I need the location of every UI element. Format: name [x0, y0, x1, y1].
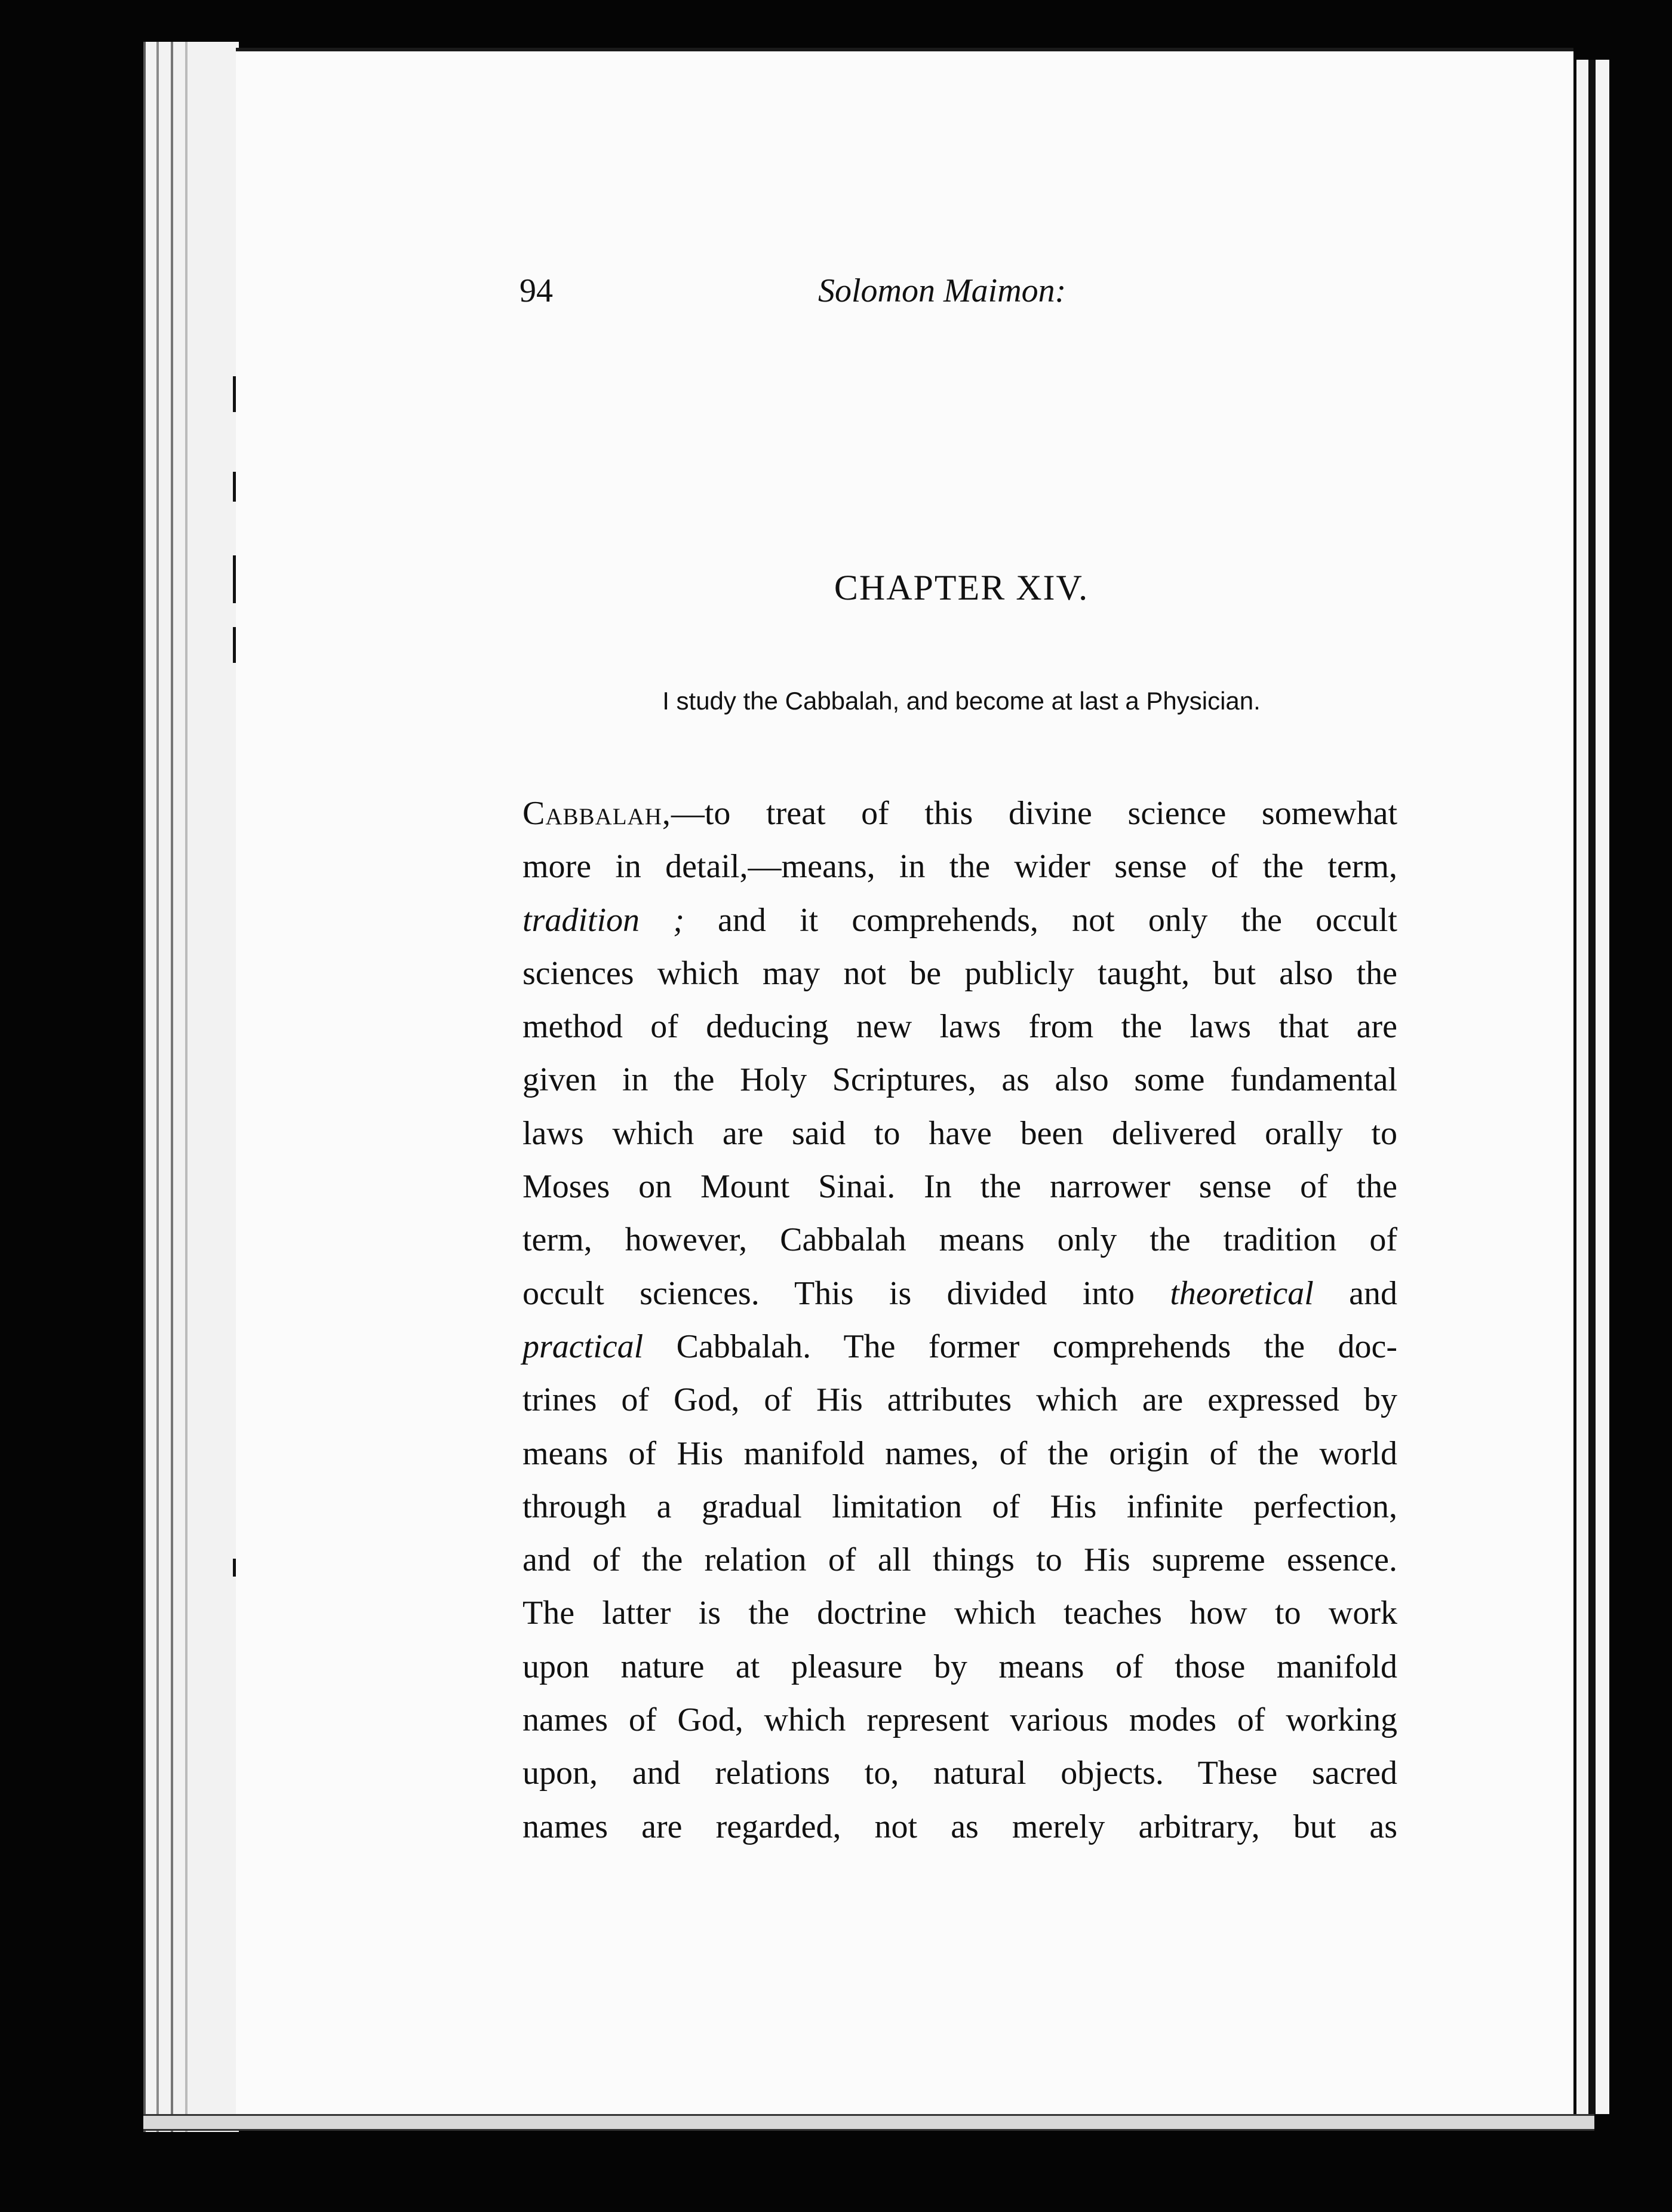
page-stack-edges [143, 42, 239, 2132]
text-line: trines of God, of His attributes which are expressed by [522, 1381, 1397, 1419]
page-bottom-edge [143, 2114, 1594, 2131]
italic-term: tradition ; [522, 901, 684, 939]
text-line: upon, and relations to, natural objects. These sacred [522, 1755, 1397, 1792]
text-line [522, 1320, 1397, 1374]
text-line [522, 1267, 1397, 1320]
text-line: Moses on Mount Sinai. In the narrower sense of the [522, 1168, 1397, 1206]
text-line: means of His manifold names, of the origin of the world [522, 1434, 1397, 1472]
chapter-subtitle: I study the Cabbalah, and become at last a Physician. [662, 687, 1261, 715]
italic-term: theoretical [1170, 1274, 1314, 1312]
page-edge-line [171, 42, 173, 2132]
page-edge-line [185, 42, 188, 2132]
facing-page-edge [1576, 60, 1609, 2114]
text-line: laws which are said to have been delivered orally to [522, 1114, 1397, 1152]
line-text: occult sciences. This is divided into [522, 1274, 1170, 1312]
line-text: and it comprehends, not only the occult [684, 901, 1397, 939]
italic-term: practical [522, 1328, 644, 1365]
page-edge-line [156, 42, 159, 2132]
chapter-title: CHAPTER XIV. [834, 568, 1089, 607]
page-header [520, 272, 1117, 314]
text-line: term, however, Cabbalah means only the tradition of [522, 1221, 1397, 1259]
line-text: Cabbalah. The former comprehends the doc- [643, 1328, 1397, 1365]
body-text [522, 787, 1397, 1854]
text-line: names of God, which represent various modes of working [522, 1701, 1397, 1739]
running-head: Solomon Maimon: [818, 272, 1066, 309]
text-line: sciences which may not be publicly taught, but also the [522, 954, 1397, 992]
text-line [522, 894, 1397, 947]
text-line: through a gradual limitation of His infinite perfection, [522, 1488, 1397, 1525]
text-line: method of deducing new laws from the laws that are [522, 1008, 1397, 1046]
line-text: and [1313, 1274, 1398, 1312]
line-text: —to treat of this divine science somewhat [671, 795, 1397, 832]
text-line: upon nature at pleasure by means of those manifold [522, 1648, 1397, 1685]
page-edge-line [143, 42, 146, 2132]
text-line: given in the Holy Scriptures, as also some fundamental [522, 1061, 1397, 1099]
text-line: more in detail,—means, in the wider sense of the term, [522, 848, 1397, 886]
text-line: names are regarded, not as merely arbitrary, but as [522, 1808, 1397, 1845]
page-number: 94 [520, 272, 553, 309]
text-line: and of the relation of all things to His supreme essence. [522, 1541, 1397, 1579]
text-line: The latter is the doctrine which teaches how to work [522, 1595, 1397, 1632]
lead-word-small-caps: Cabbalah, [522, 795, 671, 832]
facing-page-shadow [1588, 60, 1596, 2114]
text-line [522, 787, 1397, 840]
